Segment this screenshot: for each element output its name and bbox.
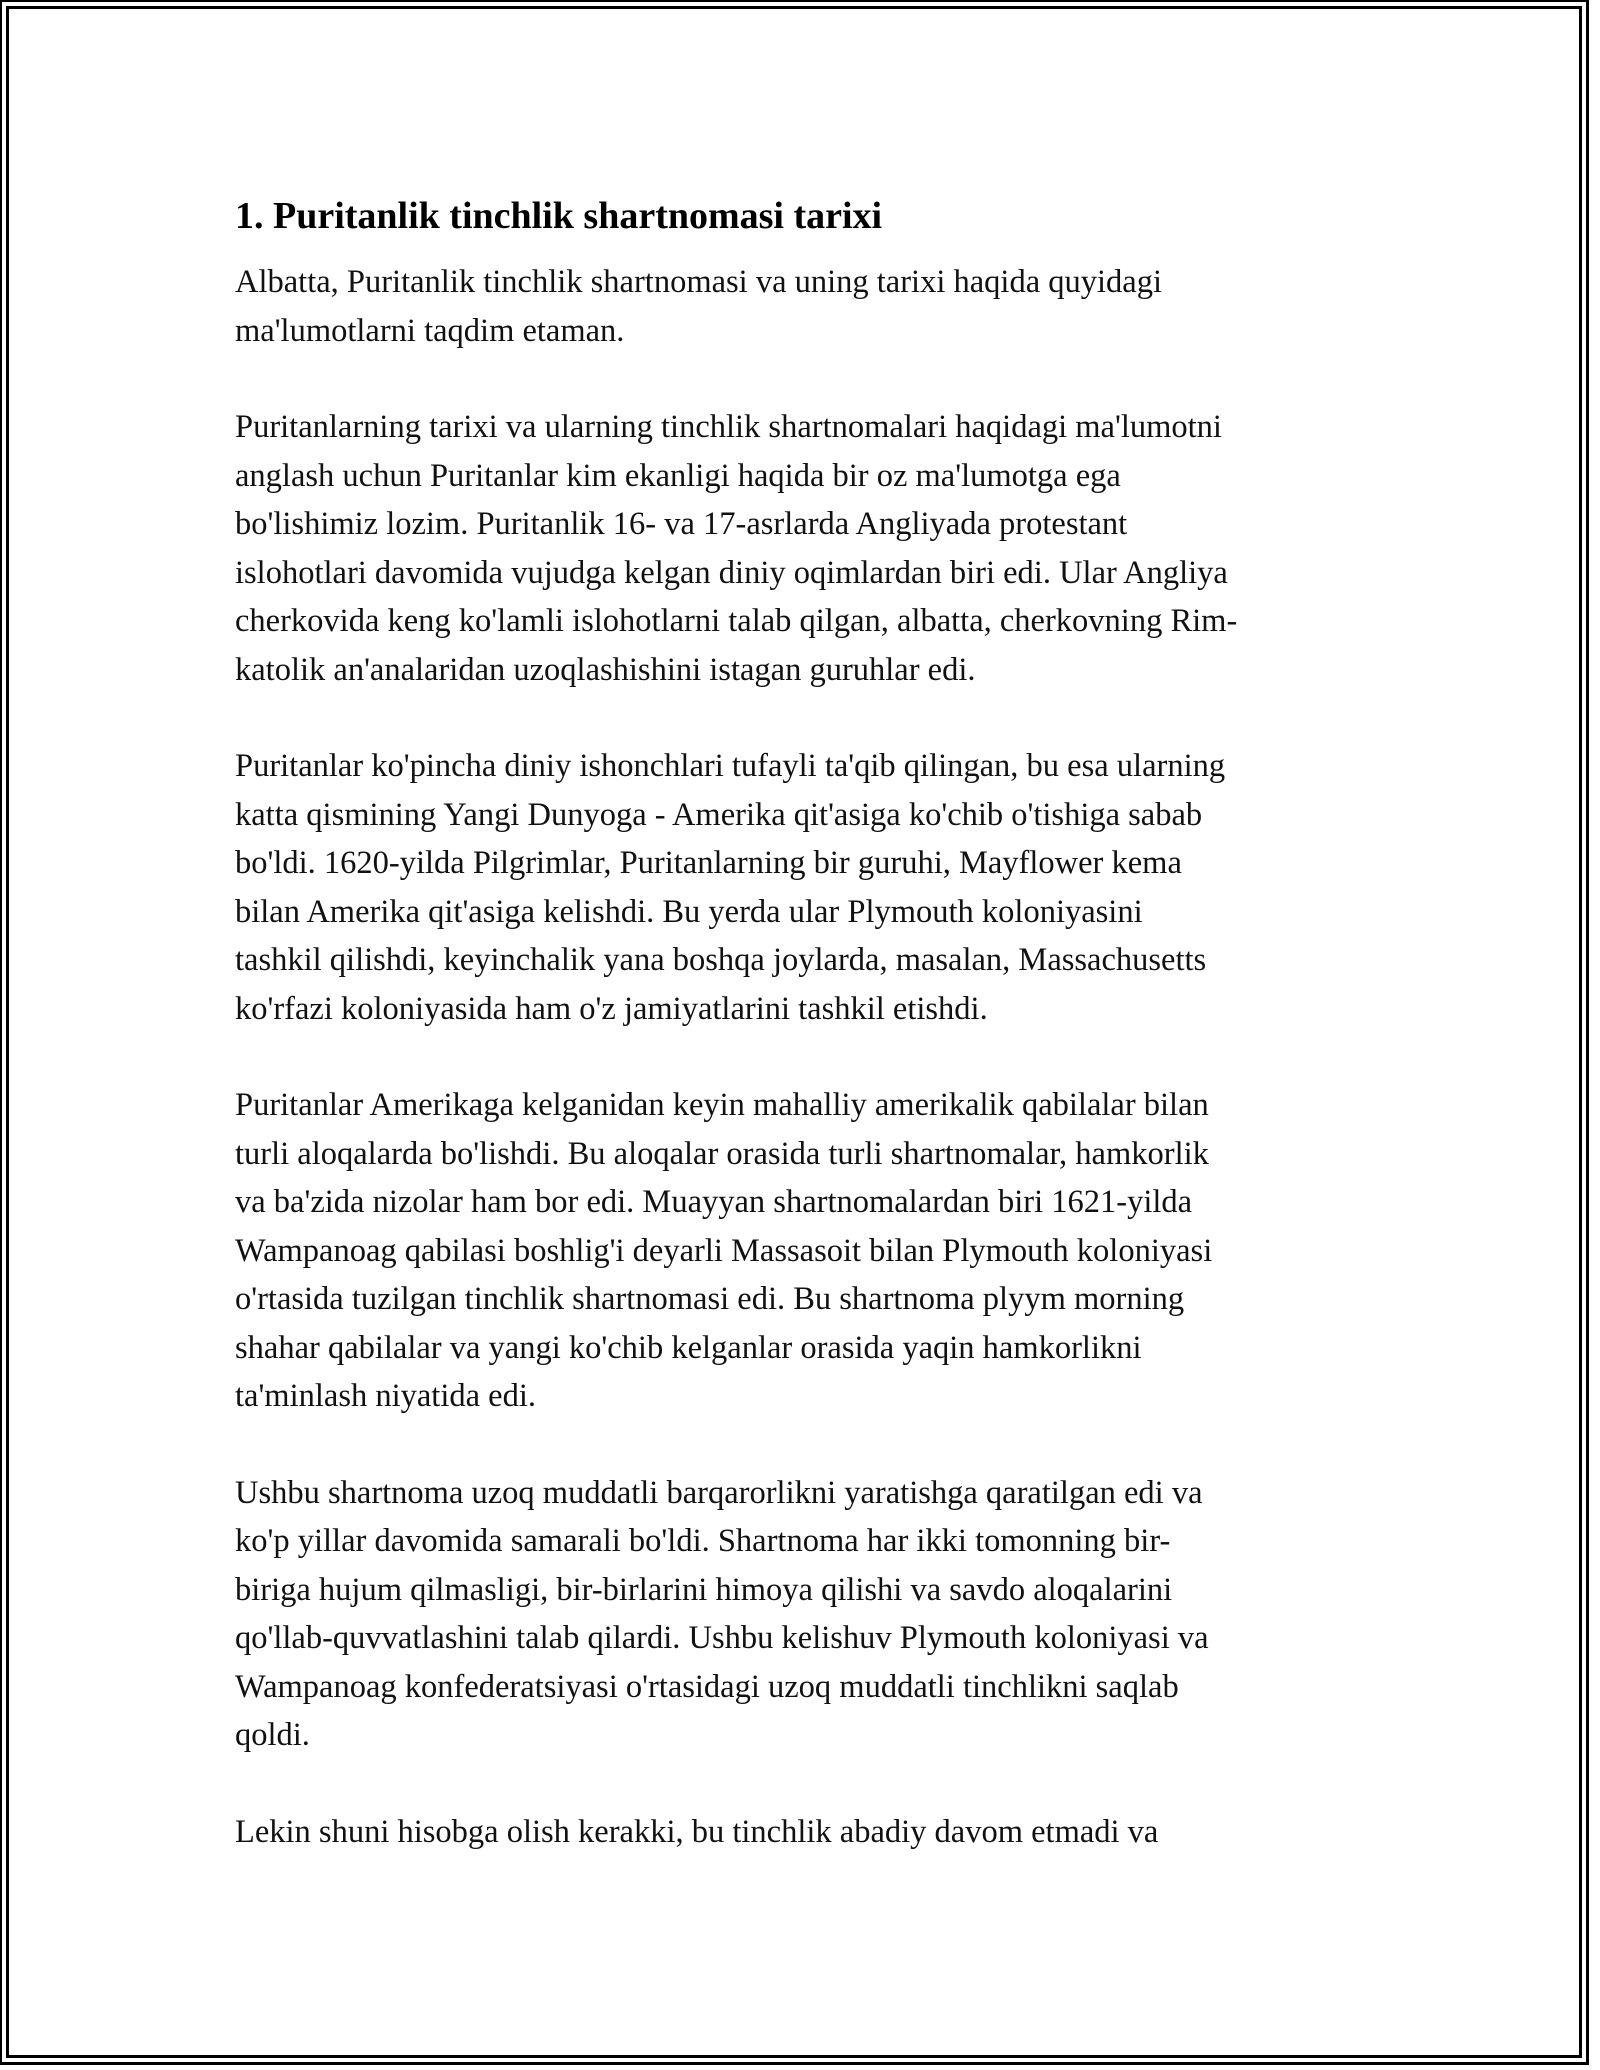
paragraph-line: bo'lishimiz lozim. Puritanlik 16- va 17-asrlarda Angliyada protestant <box>235 506 1128 542</box>
paragraph-line: bo'ldi. 1620-yilda Pilgrimlar, Puritanlarning bir guruhi, Mayflower kema <box>235 845 1182 881</box>
paragraph-line: Albatta, Puritanlik tinchlik shartnomasi va uning tarixi haqida quyidagi <box>235 264 1162 300</box>
paragraph-line: katolik an'analaridan uzoqlashishini istagan guruhlar edi. <box>235 651 976 688</box>
paragraph-list <box>235 258 1375 1856</box>
paragraph-line: Lekin shuni hisobga olish kerakki, bu tinchlik abadiy davom etmadi va <box>235 1813 1159 1850</box>
paragraph-line: biriga hujum qilmasligi, bir-birlarini himoya qilishi va savdo aloqalarini <box>235 1571 1173 1608</box>
paragraph <box>235 1081 1375 1421</box>
paragraph <box>235 1808 1375 1857</box>
paragraph-line: Puritanlar ko'pincha diniy ishonchlari tufayli ta'qib qilingan, bu esa ularning <box>235 748 1226 784</box>
paragraph-line: qoldi. <box>235 1717 310 1753</box>
paragraph <box>235 403 1375 694</box>
paragraph-line: anglash uchun Puritanlar kim ekanligi haqida bir oz ma'lumotga ega <box>235 457 1121 494</box>
paragraph-line: ko'p yillar davomida samarali bo'ldi. Shartnoma har ikki tomonning bir- <box>235 1523 1171 1559</box>
paragraph-line: Puritanlarning tarixi va ularning tinchlik shartnomalari haqidagi ma'lumotni <box>235 409 1222 445</box>
section-heading: 1. Puritanlik tinchlik shartnomasi tarixi <box>235 195 883 237</box>
paragraph <box>235 742 1375 1033</box>
paragraph-line: katta qismining Yangi Dunyoga - Amerika qit'asiga ko'chib o'tishiga sabab <box>235 796 1203 833</box>
paragraph-line: islohotlari davomida vujudga kelgan diniy oqimlardan biri edi. Ular Angliya <box>235 554 1228 591</box>
paragraph-line: bilan Amerika qit'asiga kelishdi. Bu yerda ular Plymouth koloniyasini <box>235 893 1143 930</box>
paragraph-line: ko'rfazi koloniyasida ham o'z jamiyatlarini tashkil etishdi. <box>235 990 988 1027</box>
paragraph-line: ma'lumotlarni taqdim etaman. <box>235 312 625 349</box>
paragraph-line: turli aloqalarda bo'lishdi. Bu aloqalar orasida turli shartnomalar, hamkorlik <box>235 1135 1209 1172</box>
paragraph-line: qo'llab-quvvatlashini talab qilardi. Ushbu kelishuv Plymouth koloniyasi va <box>235 1620 1209 1656</box>
paragraph-line: Puritanlar Amerikaga kelganidan keyin mahalliy amerikalik qabilalar bilan <box>235 1087 1209 1123</box>
paragraph-line: shahar qabilalar va yangi ko'chib kelganlar orasida yaqin hamkorlikni <box>235 1329 1142 1366</box>
paragraph-line: Wampanoag qabilasi boshlig'i deyarli Massasoit bilan Plymouth koloniyasi <box>235 1232 1213 1269</box>
paragraph-line: cherkovida keng ko'lamli islohotlarni talab qilgan, albatta, cherkovning Rim- <box>235 603 1238 639</box>
document-body <box>235 188 1375 1904</box>
paragraph-line: Ushbu shartnoma uzoq muddatli barqarorlikni yaratishga qaratilgan edi va <box>235 1474 1203 1511</box>
paragraph-line: o'rtasida tuzilgan tinchlik shartnomasi edi. Bu shartnoma plyym morning <box>235 1281 1185 1317</box>
paragraph-line: Wampanoag konfederatsiyasi o'rtasidagi uzoq muddatli tinchlikni saqlab <box>235 1668 1179 1705</box>
paragraph-line: ta'minlash niyatida edi. <box>235 1378 536 1414</box>
paragraph-line: tashkil qilishdi, keyinchalik yana boshqa joylarda, masalan, Massachusetts <box>235 942 1207 978</box>
paragraph-line: va ba'zida nizolar ham bor edi. Muayyan shartnomalardan biri 1621-yilda <box>235 1184 1193 1220</box>
paragraph <box>235 1469 1375 1760</box>
paragraph <box>235 258 1375 355</box>
